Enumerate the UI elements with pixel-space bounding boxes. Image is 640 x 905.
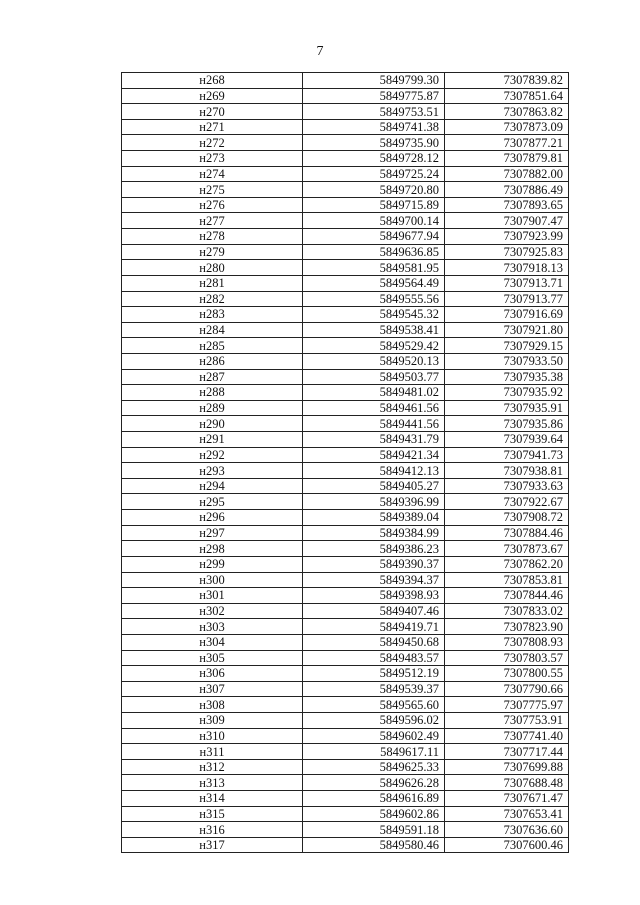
x-coordinate-cell: 5849396.99 [303,494,445,510]
x-coordinate-cell: 5849617.11 [303,744,445,760]
x-coordinate-cell: 5849596.02 [303,712,445,728]
table-row [122,291,569,307]
x-coordinate-cell: 5849512.19 [303,666,445,682]
table-row [122,369,569,385]
x-coordinate-cell: 5849741.38 [303,119,445,135]
y-coordinate-cell: 7307916.69 [445,307,569,323]
y-coordinate-cell: 7307636.60 [445,822,569,838]
table-row [122,541,569,557]
x-coordinate-cell: 5849390.37 [303,556,445,572]
y-coordinate-cell: 7307907.47 [445,213,569,229]
table-row [122,353,569,369]
x-coordinate-cell: 5849728.12 [303,151,445,167]
y-coordinate-cell: 7307800.55 [445,666,569,682]
table-row [122,478,569,494]
y-coordinate-cell: 7307803.57 [445,650,569,666]
table-row [122,837,569,853]
x-coordinate-cell: 5849591.18 [303,822,445,838]
point-id-cell: н296 [122,510,303,526]
table-row [122,307,569,323]
table-row [122,135,569,151]
table-row [122,806,569,822]
table-row [122,182,569,198]
x-coordinate-cell: 5849616.89 [303,791,445,807]
x-coordinate-cell: 5849398.93 [303,588,445,604]
point-id-cell: н268 [122,73,303,89]
table-row [122,338,569,354]
table-row [122,712,569,728]
point-id-cell: н280 [122,260,303,276]
table-row [122,697,569,713]
point-id-cell: н302 [122,603,303,619]
point-id-cell: н290 [122,416,303,432]
point-id-cell: н317 [122,837,303,853]
point-id-cell: н295 [122,494,303,510]
point-id-cell: н269 [122,88,303,104]
table-row [122,447,569,463]
x-coordinate-cell: 5849677.94 [303,229,445,245]
y-coordinate-cell: 7307935.92 [445,385,569,401]
table-row [122,666,569,682]
x-coordinate-cell: 5849799.30 [303,73,445,89]
table-row [122,400,569,416]
point-id-cell: н315 [122,806,303,822]
x-coordinate-cell: 5849481.02 [303,385,445,401]
table-row [122,322,569,338]
y-coordinate-cell: 7307653.41 [445,806,569,822]
x-coordinate-cell: 5849565.60 [303,697,445,713]
x-coordinate-cell: 5849753.51 [303,104,445,120]
table-row [122,822,569,838]
point-id-cell: н303 [122,619,303,635]
y-coordinate-cell: 7307884.46 [445,525,569,541]
y-coordinate-cell: 7307886.49 [445,182,569,198]
table-row [122,759,569,775]
point-id-cell: н298 [122,541,303,557]
point-id-cell: н316 [122,822,303,838]
point-id-cell: н289 [122,400,303,416]
y-coordinate-cell: 7307922.67 [445,494,569,510]
y-coordinate-cell: 7307913.77 [445,291,569,307]
point-id-cell: н270 [122,104,303,120]
x-coordinate-cell: 5849394.37 [303,572,445,588]
x-coordinate-cell: 5849450.68 [303,634,445,650]
table-row [122,588,569,604]
x-coordinate-cell: 5849538.41 [303,322,445,338]
y-coordinate-cell: 7307921.80 [445,322,569,338]
point-id-cell: н283 [122,307,303,323]
x-coordinate-cell: 5849461.56 [303,400,445,416]
table-row [122,494,569,510]
point-id-cell: н281 [122,275,303,291]
table-row [122,744,569,760]
x-coordinate-cell: 5849539.37 [303,681,445,697]
point-id-cell: н305 [122,650,303,666]
x-coordinate-cell: 5849581.95 [303,260,445,276]
y-coordinate-cell: 7307918.13 [445,260,569,276]
y-coordinate-cell: 7307908.72 [445,510,569,526]
x-coordinate-cell: 5849725.24 [303,166,445,182]
y-coordinate-cell: 7307853.81 [445,572,569,588]
point-id-cell: н309 [122,712,303,728]
table-row [122,244,569,260]
y-coordinate-cell: 7307938.81 [445,463,569,479]
table-row [122,556,569,572]
point-id-cell: н282 [122,291,303,307]
table-row [122,385,569,401]
point-id-cell: н275 [122,182,303,198]
x-coordinate-cell: 5849625.33 [303,759,445,775]
point-id-cell: н304 [122,634,303,650]
point-id-cell: н276 [122,197,303,213]
table-row [122,728,569,744]
table-row [122,151,569,167]
table-row [122,432,569,448]
point-id-cell: н307 [122,681,303,697]
point-id-cell: н278 [122,229,303,245]
table-row [122,619,569,635]
y-coordinate-cell: 7307851.64 [445,88,569,104]
x-coordinate-cell: 5849626.28 [303,775,445,791]
coordinates-table [121,72,569,853]
point-id-cell: н314 [122,791,303,807]
point-id-cell: н312 [122,759,303,775]
y-coordinate-cell: 7307877.21 [445,135,569,151]
point-id-cell: н274 [122,166,303,182]
y-coordinate-cell: 7307808.93 [445,634,569,650]
point-id-cell: н292 [122,447,303,463]
x-coordinate-cell: 5849602.49 [303,728,445,744]
y-coordinate-cell: 7307935.86 [445,416,569,432]
point-id-cell: н300 [122,572,303,588]
x-coordinate-cell: 5849555.56 [303,291,445,307]
point-id-cell: н286 [122,353,303,369]
table-row [122,634,569,650]
x-coordinate-cell: 5849700.14 [303,213,445,229]
y-coordinate-cell: 7307925.83 [445,244,569,260]
point-id-cell: н294 [122,478,303,494]
table-row [122,510,569,526]
y-coordinate-cell: 7307833.02 [445,603,569,619]
x-coordinate-cell: 5849545.32 [303,307,445,323]
table-row [122,88,569,104]
x-coordinate-cell: 5849580.46 [303,837,445,853]
x-coordinate-cell: 5849421.34 [303,447,445,463]
table-row [122,260,569,276]
y-coordinate-cell: 7307790.66 [445,681,569,697]
table-row [122,603,569,619]
x-coordinate-cell: 5849636.85 [303,244,445,260]
point-id-cell: н279 [122,244,303,260]
y-coordinate-cell: 7307882.00 [445,166,569,182]
x-coordinate-cell: 5849520.13 [303,353,445,369]
y-coordinate-cell: 7307862.20 [445,556,569,572]
table-row [122,104,569,120]
point-id-cell: н313 [122,775,303,791]
y-coordinate-cell: 7307823.90 [445,619,569,635]
y-coordinate-cell: 7307933.50 [445,353,569,369]
y-coordinate-cell: 7307741.40 [445,728,569,744]
point-id-cell: н308 [122,697,303,713]
y-coordinate-cell: 7307717.44 [445,744,569,760]
point-id-cell: н287 [122,369,303,385]
table-row [122,119,569,135]
point-id-cell: н297 [122,525,303,541]
y-coordinate-cell: 7307699.88 [445,759,569,775]
y-coordinate-cell: 7307671.47 [445,791,569,807]
y-coordinate-cell: 7307775.97 [445,697,569,713]
table-row [122,463,569,479]
table-row [122,229,569,245]
x-coordinate-cell: 5849735.90 [303,135,445,151]
table-row [122,525,569,541]
x-coordinate-cell: 5849384.99 [303,525,445,541]
y-coordinate-cell: 7307844.46 [445,588,569,604]
x-coordinate-cell: 5849715.89 [303,197,445,213]
x-coordinate-cell: 5849412.13 [303,463,445,479]
y-coordinate-cell: 7307913.71 [445,275,569,291]
x-coordinate-cell: 5849431.79 [303,432,445,448]
x-coordinate-cell: 5849503.77 [303,369,445,385]
y-coordinate-cell: 7307688.48 [445,775,569,791]
y-coordinate-cell: 7307935.91 [445,400,569,416]
point-id-cell: н306 [122,666,303,682]
x-coordinate-cell: 5849405.27 [303,478,445,494]
coordinates-table-body [122,73,569,853]
table-row [122,73,569,89]
y-coordinate-cell: 7307600.46 [445,837,569,853]
x-coordinate-cell: 5849602.86 [303,806,445,822]
table-row [122,650,569,666]
x-coordinate-cell: 5849407.46 [303,603,445,619]
x-coordinate-cell: 5849775.87 [303,88,445,104]
page-number: 7 [316,44,324,59]
table-row [122,791,569,807]
point-id-cell: н311 [122,744,303,760]
x-coordinate-cell: 5849564.49 [303,275,445,291]
point-id-cell: н293 [122,463,303,479]
x-coordinate-cell: 5849720.80 [303,182,445,198]
x-coordinate-cell: 5849483.57 [303,650,445,666]
point-id-cell: н272 [122,135,303,151]
y-coordinate-cell: 7307863.82 [445,104,569,120]
point-id-cell: н301 [122,588,303,604]
x-coordinate-cell: 5849389.04 [303,510,445,526]
point-id-cell: н310 [122,728,303,744]
point-id-cell: н271 [122,119,303,135]
y-coordinate-cell: 7307839.82 [445,73,569,89]
point-id-cell: н284 [122,322,303,338]
table-row [122,775,569,791]
x-coordinate-cell: 5849419.71 [303,619,445,635]
y-coordinate-cell: 7307939.64 [445,432,569,448]
y-coordinate-cell: 7307933.63 [445,478,569,494]
y-coordinate-cell: 7307923.99 [445,229,569,245]
table-row [122,275,569,291]
y-coordinate-cell: 7307893.65 [445,197,569,213]
table-row [122,213,569,229]
y-coordinate-cell: 7307941.73 [445,447,569,463]
y-coordinate-cell: 7307929.15 [445,338,569,354]
table-row [122,197,569,213]
x-coordinate-cell: 5849529.42 [303,338,445,354]
point-id-cell: н299 [122,556,303,572]
y-coordinate-cell: 7307753.91 [445,712,569,728]
y-coordinate-cell: 7307935.38 [445,369,569,385]
y-coordinate-cell: 7307873.09 [445,119,569,135]
x-coordinate-cell: 5849441.56 [303,416,445,432]
point-id-cell: н285 [122,338,303,354]
point-id-cell: н291 [122,432,303,448]
point-id-cell: н273 [122,151,303,167]
y-coordinate-cell: 7307873.67 [445,541,569,557]
table-row [122,416,569,432]
table-row [122,166,569,182]
point-id-cell: н277 [122,213,303,229]
y-coordinate-cell: 7307879.81 [445,151,569,167]
table-row [122,572,569,588]
point-id-cell: н288 [122,385,303,401]
x-coordinate-cell: 5849386.23 [303,541,445,557]
table-row [122,681,569,697]
